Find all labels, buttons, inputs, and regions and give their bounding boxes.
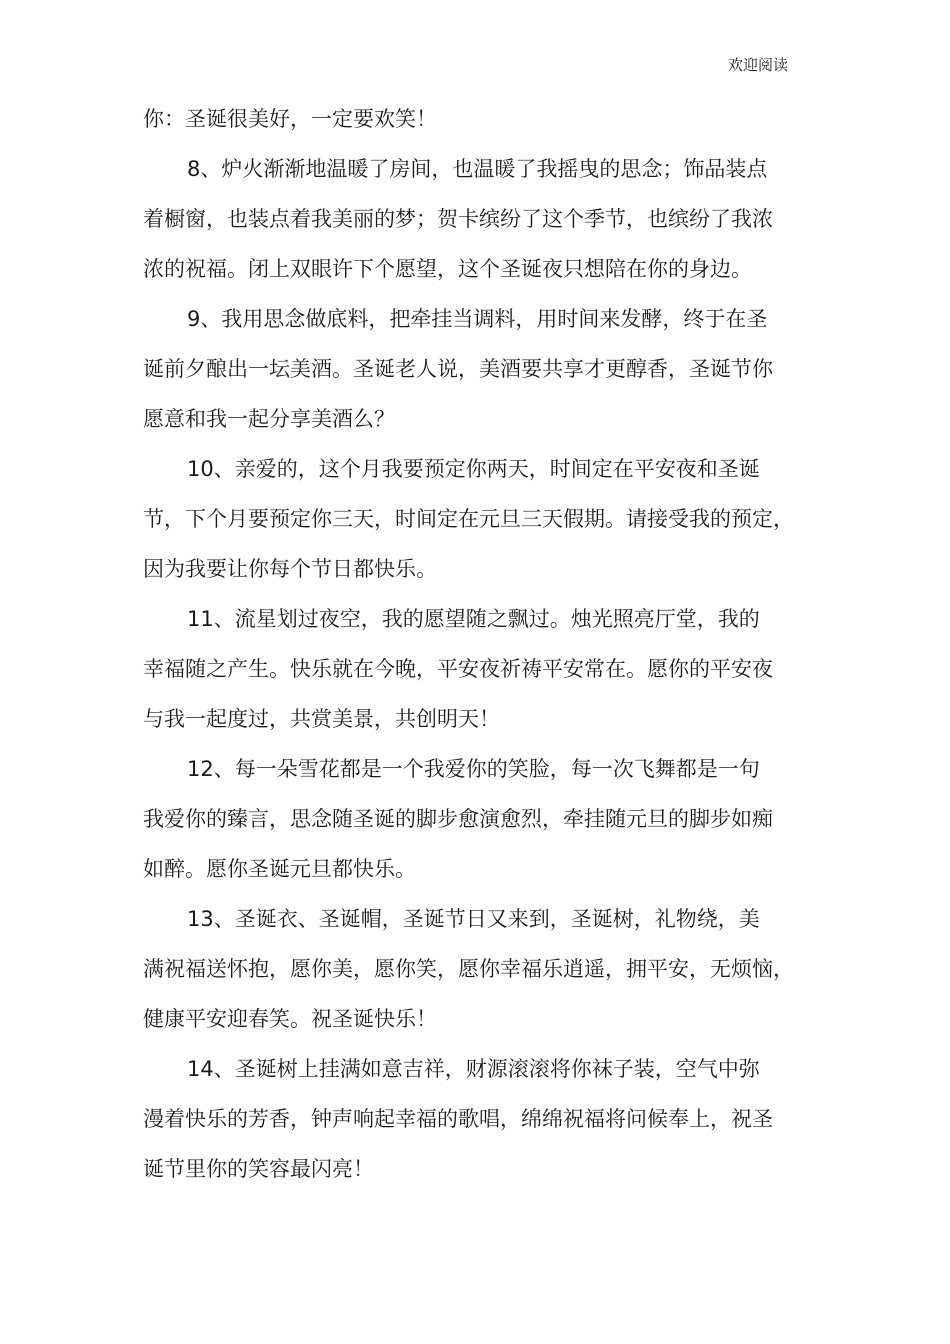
text-line: 与我一起度过，共赏美景，共创明天！	[143, 707, 500, 731]
text-line: 诞节里你的笑容最闪亮！	[143, 1157, 374, 1181]
text-line: 8、炉火渐渐地温暖了房间，也温暖了我摇曳的思念；饰品装点	[187, 157, 768, 181]
paragraph-14	[143, 1044, 823, 1194]
text-line: 9、我用思念做底料，把牵挂当调料，用时间来发酵，终于在圣	[187, 307, 768, 331]
document-body	[143, 94, 823, 1194]
paragraph-12	[143, 744, 823, 894]
text-line: 我爱你的臻言，思念随圣诞的脚步愈演愈烈，牵挂随元旦的脚步如痴	[143, 807, 773, 831]
text-line: 如醉。愿你圣诞元旦都快乐。	[143, 857, 416, 881]
text-line: 漫着快乐的芳香，钟声响起幸福的歌唱，绵绵祝福将问候奉上，祝圣	[143, 1107, 773, 1131]
text-line: 12、每一朵雪花都是一个我爱你的笑脸，每一次飞舞都是一句	[187, 757, 760, 781]
text-line: 13、圣诞衣、圣诞帽，圣诞节日又来到，圣诞树，礼物绕，美	[187, 907, 760, 931]
paragraph-10	[143, 444, 823, 594]
paragraph-9	[143, 294, 823, 444]
text-line: 幸福随之产生。快乐就在今晚，平安夜祈祷平安常在。愿你的平安夜	[143, 657, 773, 681]
text-line: 14、圣诞树上挂满如意吉祥，财源滚滚将你袜子装，空气中弥	[187, 1057, 760, 1081]
header-note: 欢迎阅读	[728, 56, 789, 74]
text-line: 健康平安迎春笑。祝圣诞快乐！	[143, 1007, 437, 1031]
text-line: 诞前夕酿出一坛美酒。圣诞老人说，美酒要共享才更醇香，圣诞节你	[143, 357, 773, 381]
text-line: 满祝福送怀抱，愿你美，愿你笑，愿你幸福乐逍遥，拥平安，无烦恼，	[143, 957, 794, 981]
paragraph-continuation	[143, 94, 823, 144]
text-line: 浓的祝福。闭上双眼许下个愿望，这个圣诞夜只想陪在你的身边。	[143, 257, 752, 281]
paragraph-11	[143, 594, 823, 744]
text-line: 愿意和我一起分享美酒么？	[143, 407, 395, 431]
text-line: 10、亲爱的，这个月我要预定你两天，时间定在平安夜和圣诞	[187, 457, 760, 481]
paragraph-8	[143, 144, 823, 294]
paragraph-13	[143, 894, 823, 1044]
text-line: 节，下个月要预定你三天，时间定在元旦三天假期。请接受我的预定，	[143, 507, 794, 531]
text-line: 因为我要让你每个节日都快乐。	[143, 557, 437, 581]
text-line: 着橱窗，也装点着我美丽的梦；贺卡缤纷了这个季节，也缤纷了我浓	[143, 207, 773, 231]
text-line: 你：圣诞很美好，一定要欢笑！	[143, 107, 437, 131]
text-line: 11、流星划过夜空，我的愿望随之飘过。烛光照亮厅堂，我的	[187, 607, 760, 631]
